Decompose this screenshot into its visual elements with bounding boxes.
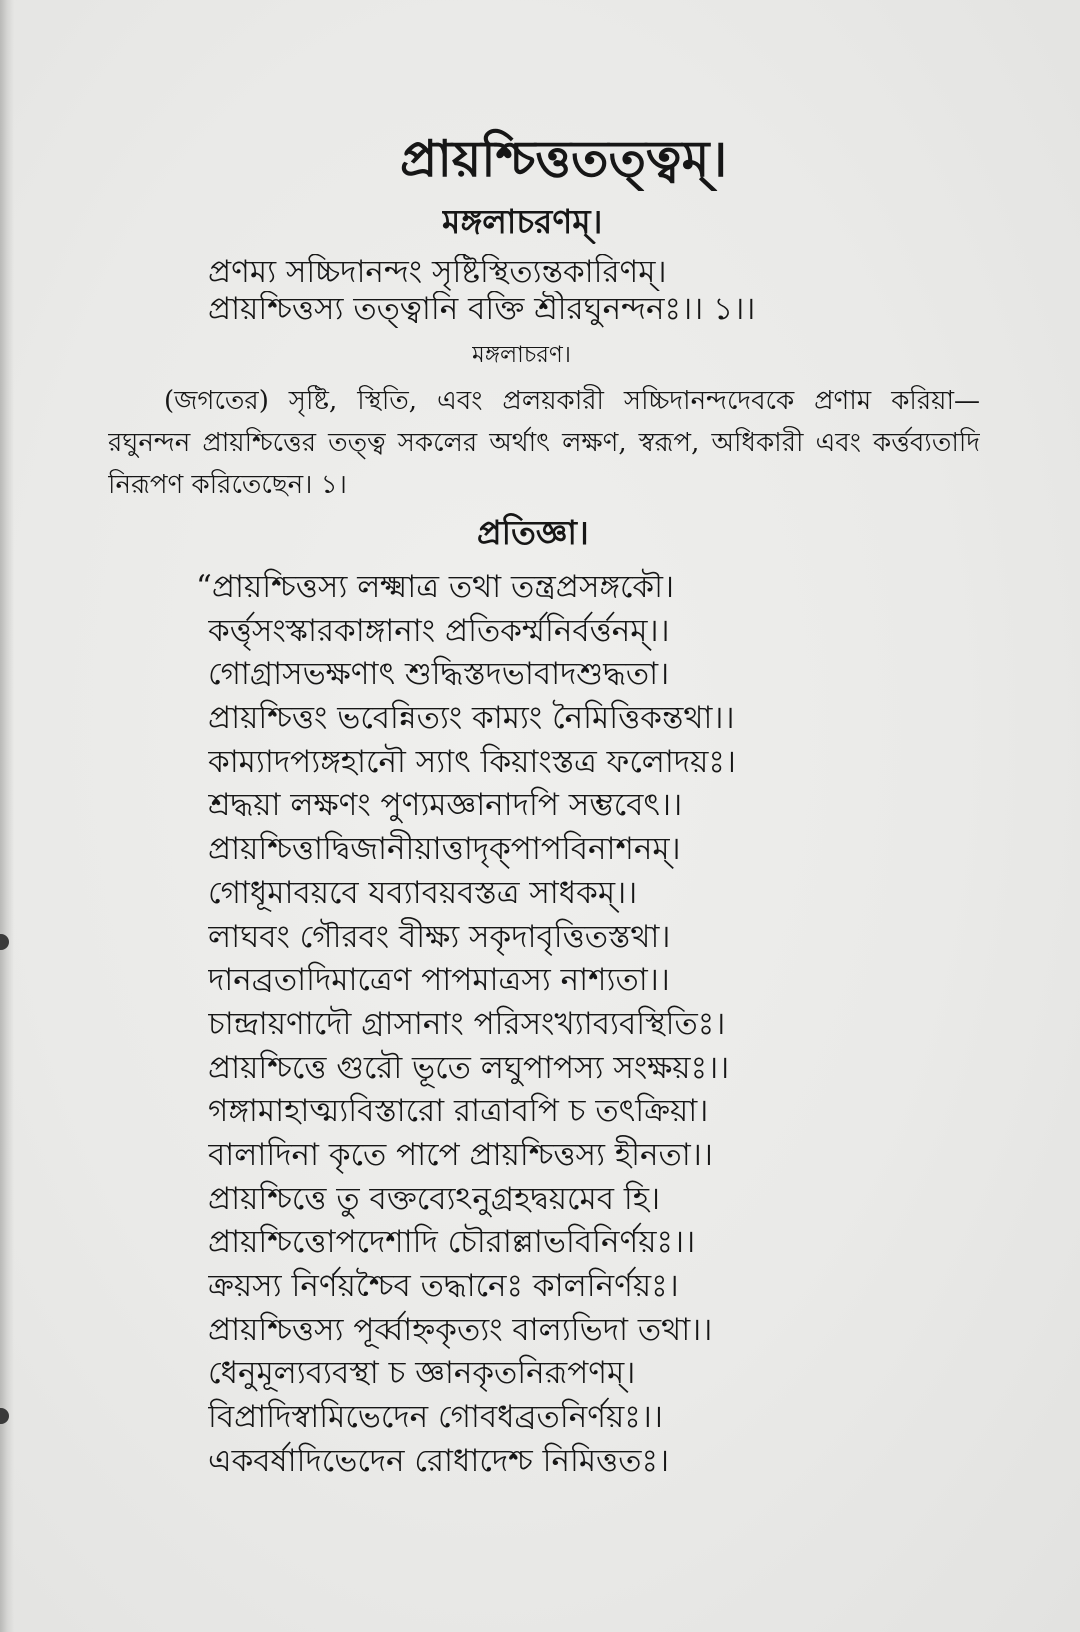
verse-line: কাম্যাদপ্যঙ্গহানৌ স্যাৎ কিয়াংস্তত্র ফলোদয়ঃ। [208, 743, 737, 780]
verse-line: “প্রায়শ্চিত্তস্য লক্ষ্মাত্র তথা তন্ত্রপ্রসঙ্গকৌ। [196, 569, 675, 605]
verse-line: ক্রয়স্য নির্ণয়শ্চৈব তদ্ধানেঃ কালনির্ণয়ঃ। [208, 1268, 679, 1304]
verse-line: লাঘবং গৌরবং বীক্ষ্য সকৃদাবৃত্তিতস্তথা। [208, 918, 671, 955]
pledge-heading: প্রতিজ্ঞা। [477, 513, 589, 552]
verse-line: প্রায়শ্চিত্তোপদেশাদি চৌরাল্লাভবিনির্ণয়ঃ।। [208, 1224, 696, 1261]
pledge-verses [196, 566, 1048, 1483]
page-title: প্রায়শ্চিত্ততত্ত্বম্। [400, 129, 728, 188]
verse-line: চান্দ্রায়ণাদৌ গ্রাসানাং পরিসংখ্যাব্যবস্থিতিঃ। [208, 1005, 726, 1042]
verse-line: বালাদিনা কৃতে পাপে প্রায়শ্চিত্তস্য হীনতা।। [208, 1136, 713, 1173]
invocation-verse [208, 254, 1028, 328]
verse-line: গঙ্গামাহাত্ম্যবিস্তারো রাত্রাবপি চ তৎক্রিয়া। [208, 1093, 709, 1130]
binding-edge [0, 0, 14, 1632]
verse-line: প্রায়শ্চিত্তস্য তত্ত্বানি বক্তি শ্রীরঘুনন্দনঃ।। ১।। [208, 291, 756, 327]
verse-line: শ্রদ্ধয়া লক্ষণং পুণ্যমজ্ঞানাদপি সম্ভবেৎ।। [208, 787, 683, 824]
verse-line: প্রায়শ্চিত্তস্য পূর্ব্বাহ্নকৃত্যং বাল্যভিদা তথা।। [208, 1311, 713, 1348]
verse-line: ধেনুমূল্যব্যবস্থা চ জ্ঞানকৃতনিরূপণম্। [208, 1355, 636, 1392]
verse-line: দানব্রতাদিমাত্রেণ পাপমাত্রস্য নাশ্যতা।। [208, 962, 670, 999]
commentary-line: নিরূপণ করিতেছেন। ১। [108, 470, 347, 500]
commentary-paragraph [108, 380, 980, 506]
verse-line: বিপ্রাদিস্বামিভেদেন গোবধব্রতনির্ণয়ঃ।। [208, 1399, 663, 1436]
verse-line: একবর্ষাদিভেদেন রোধাদেশ্চ নিমিত্ততঃ। [208, 1442, 670, 1479]
verse-line: প্রায়শ্চিত্তং ভবেন্নিত্যং কাম্যং নৈমিত্তিকন্তথা।। [208, 700, 735, 737]
verse-line: প্রায়শ্চিত্তাদ্বিজানীয়াত্তাদৃক্পাপবিনাশনম্। [208, 831, 681, 868]
commentary-line: (জগতের) সৃষ্টি, স্থিতি, এবং প্রলয়কারী সচ্চিদানন্দদেবকে প্রণাম করিয়া— [164, 386, 980, 416]
verse-line: কর্ত্তৃসংস্কারকাঙ্গানাং প্রতিকর্ম্মনির্বর্ত্তনম্।। [208, 612, 670, 649]
commentary-heading: মঙ্গলাচরণ। [472, 342, 572, 368]
verse-line: গোধূমাবয়বে যব্যাবয়বস্তত্র সাধকম্।। [208, 874, 638, 911]
commentary-line: রঘুনন্দন প্রায়শ্চিত্তের তত্ত্ব সকলের অর্থাৎ লক্ষণ, স্বরূপ, অধিকারী এবং কর্ত্তব্যতাদি [108, 428, 980, 458]
verse-line: প্রণম্য সচ্চিদানন্দং সৃষ্টিস্থিত্যন্তকারিণম্। [208, 254, 667, 290]
invocation-heading: মঙ্গলাচরণম্। [442, 202, 603, 241]
verse-line: প্রায়শ্চিত্তে গুরৌ ভূতে লঘুপাপস্য সংক্ষয়ঃ।। [208, 1049, 730, 1086]
verse-line: গোগ্রাসভক্ষণাৎ শুদ্ধিস্তদভাবাদশুদ্ধতা। [208, 656, 670, 693]
verse-line: প্রায়শ্চিত্তে তু বক্তব্যেঽনুগ্রহদ্বয়মেব হি। [208, 1180, 661, 1217]
